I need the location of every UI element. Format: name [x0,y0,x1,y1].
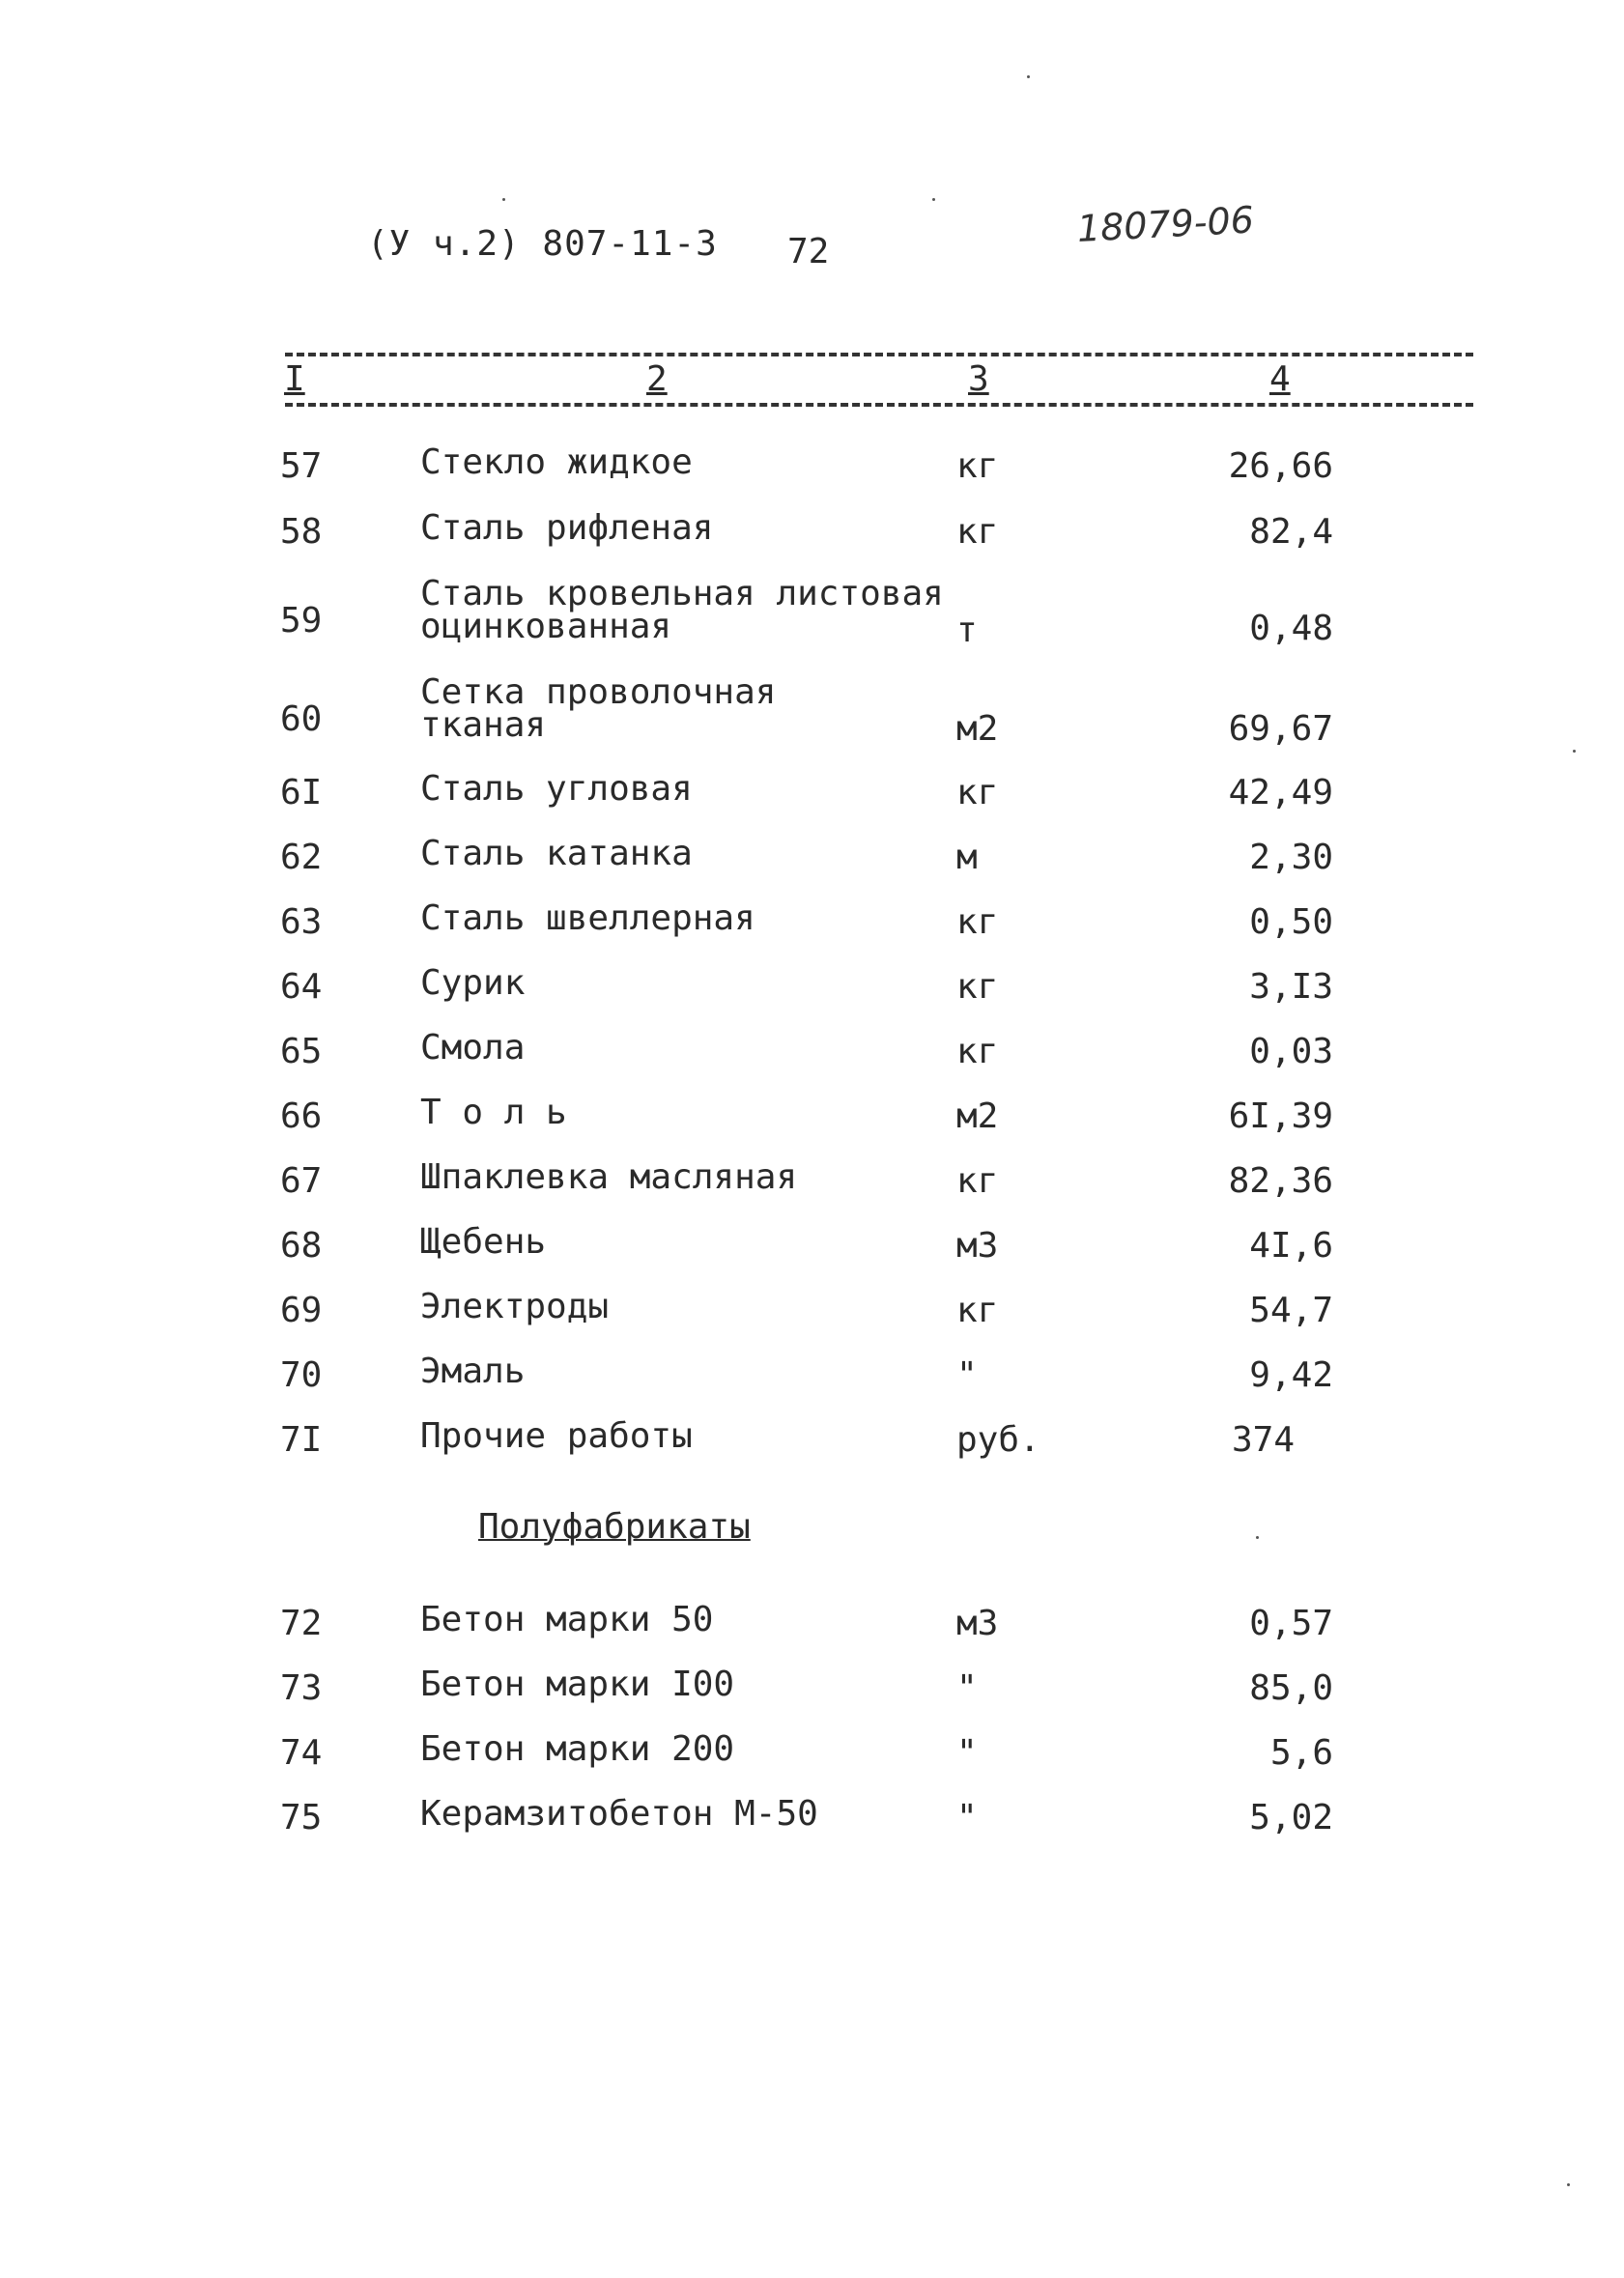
row-unit: кг [956,902,999,942]
row-number: 69 [280,1291,323,1330]
row-unit: кг [956,1032,999,1071]
row-unit: " [956,1733,978,1773]
row-name: Сталь швеллерная [420,898,755,938]
row-number: 57 [280,446,323,486]
row-quantity: 69,67 [1228,709,1333,749]
column-header-1: I [280,359,309,399]
row-name: Щебень [420,1222,547,1262]
column-header-2: 2 [642,359,671,399]
row-number: 60 [280,699,323,739]
table-row [0,1028,1624,1090]
row-quantity: 5,6 [1269,1733,1333,1773]
scan-speck [502,198,505,201]
row-quantity: 26,66 [1228,446,1333,486]
row-unit: м2 [956,1096,999,1136]
row-number: 63 [280,902,323,942]
table-row [0,508,1624,570]
table-row [0,898,1624,960]
scan-speck [932,198,935,201]
column-header-3: 3 [964,359,993,399]
row-quantity: 0,03 [1249,1032,1333,1071]
row-name: Шпаклевка масляная [420,1157,798,1197]
row-unit: т [956,611,978,650]
row-number: 65 [280,1032,323,1071]
row-name: Бетон марки 200 [420,1729,735,1769]
row-quantity: 0,57 [1249,1604,1333,1643]
row-name: Стекло жидкое [420,442,693,482]
row-unit: " [956,1355,978,1395]
row-unit: " [956,1798,978,1837]
row-unit: кг [956,967,999,1007]
row-number: 59 [280,601,323,641]
row-name: Сурик [420,963,526,1003]
scan-speck [1573,750,1576,753]
table-row [0,1794,1624,1856]
table-row [0,1665,1624,1726]
row-name: Т о л ь [420,1093,567,1132]
row-unit: руб. [956,1420,1040,1460]
handwritten-number: 18079-06 [1075,198,1255,250]
row-quantity: 0,48 [1249,609,1333,648]
row-number: 6I [280,773,323,812]
table-row [0,442,1624,504]
row-name: Сталь угловая [420,769,693,809]
row-quantity: 82,4 [1249,512,1333,552]
row-number: 74 [280,1733,323,1773]
row-unit: " [956,1668,978,1708]
row-number: 64 [280,967,323,1007]
row-quantity: 5,02 [1249,1798,1333,1837]
row-number: 75 [280,1798,323,1837]
row-number: 68 [280,1226,323,1266]
row-name: Эмаль [420,1352,526,1391]
row-name: Сталь рифленая [420,508,714,548]
row-name: Прочие работы [420,1416,693,1456]
row-quantity: 4I,6 [1249,1226,1333,1266]
row-unit: м3 [956,1226,999,1266]
row-quantity: 0,50 [1249,902,1333,942]
row-quantity: 82,36 [1228,1161,1333,1201]
row-name: Сталь катанка [420,834,693,873]
row-unit: кг [956,1161,999,1201]
row-number: 7I [280,1420,323,1460]
row-name: Сталь кровельная листовая оцинкованная [420,574,944,646]
row-quantity: 3,I3 [1249,967,1333,1007]
row-unit: м2 [956,709,999,749]
row-unit: кг [956,773,999,812]
row-number: 67 [280,1161,323,1201]
table-row [0,834,1624,896]
table-row [0,1729,1624,1791]
row-name: Электроды [420,1287,610,1326]
row-number: 73 [280,1668,323,1708]
row-name: Керамзитобетон М-50 [420,1794,818,1834]
row-unit: м3 [956,1604,999,1643]
row-quantity: 374 [1231,1420,1295,1460]
table-row [0,672,1624,749]
row-number: 62 [280,838,323,877]
row-quantity: 9,42 [1249,1355,1333,1395]
table-row [0,574,1624,650]
row-name: Бетон марки 50 [420,1600,714,1639]
row-unit: кг [956,512,999,552]
scan-speck [1567,2183,1570,2186]
section-title: Полуфабрикаты [478,1507,751,1547]
table-row [0,1416,1624,1478]
scan-speck [1256,1536,1259,1539]
column-header-4: 4 [1266,359,1295,399]
row-number: 72 [280,1604,323,1643]
table-row [0,1157,1624,1219]
scan-speck [1027,75,1030,78]
table-row [0,1600,1624,1662]
row-quantity: 2,30 [1249,838,1333,877]
table-row [0,963,1624,1025]
row-quantity: 42,49 [1228,773,1333,812]
table-row [0,1287,1624,1349]
row-number: 66 [280,1096,323,1136]
row-quantity: 6I,39 [1228,1096,1333,1136]
table-row [0,1222,1624,1284]
row-quantity: 85,0 [1249,1668,1333,1708]
row-number: 58 [280,512,323,552]
row-name: Сетка проволочная тканая [420,672,777,745]
row-name: Смола [420,1028,526,1068]
page-number: 72 [787,232,830,271]
row-unit: м [956,838,978,877]
row-name: Бетон марки I00 [420,1665,735,1704]
table-row [0,1093,1624,1154]
row-quantity: 54,7 [1249,1291,1333,1330]
row-number: 70 [280,1355,323,1395]
document-code: (У ч.2) 807-11-3 [367,224,718,264]
row-unit: кг [956,1291,999,1330]
table-row [0,1352,1624,1413]
table-row [0,769,1624,831]
row-unit: кг [956,446,999,486]
